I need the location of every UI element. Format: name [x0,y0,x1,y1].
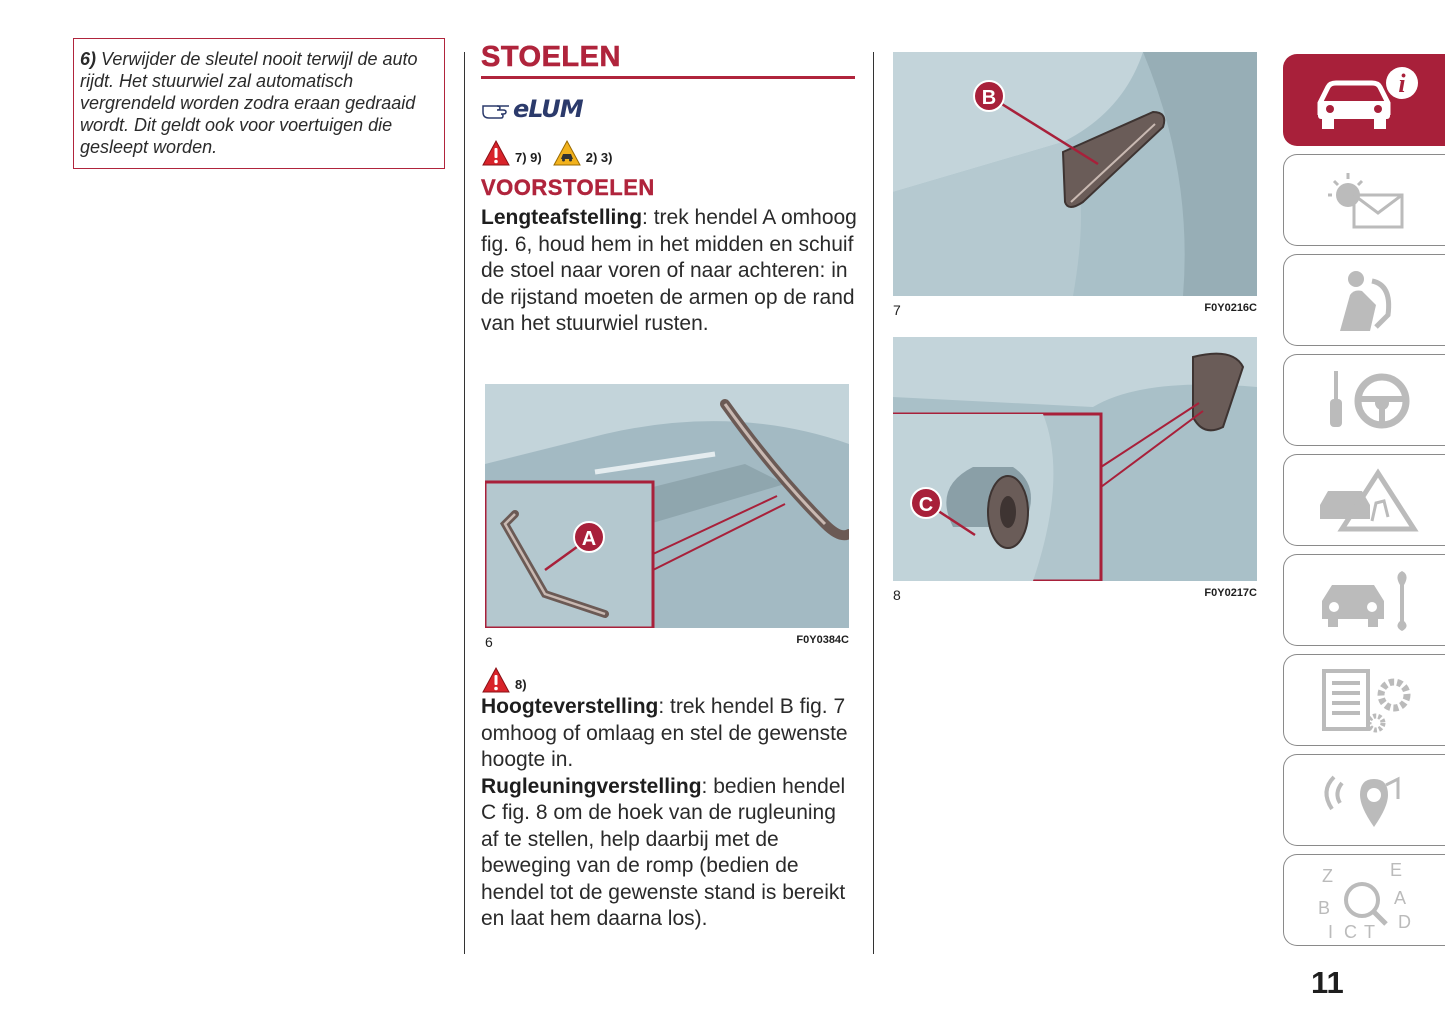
warning-lights-icon [1310,165,1420,235]
text-length: : trek hendel A omhoog fig. 6, houd hem in het midden en schuif de stoel naar voren of naar achteren: in de rijstand moeten de armen op de rand van het stuurwiel rusten. [481,206,857,335]
warning-refs-2 [481,666,857,694]
seats-section [481,40,857,338]
callout-c: C [918,494,934,516]
term-length: Lengteafstelling [481,206,643,229]
figure-7-number: 7 [893,302,901,318]
callout-a: A [581,528,597,550]
svg-text:C: C [1343,922,1357,940]
svg-text:I: I [1327,922,1333,940]
danger-refs-2: 8) [515,677,527,692]
figure-6 [485,384,849,650]
term-height: Hoogteverstelling [481,695,659,718]
svg-text:i: i [1397,69,1406,98]
figure-7-image [893,52,1257,296]
paragraph-length-adjust [481,205,857,338]
logo-text: eLUM [513,95,583,123]
tab-safety[interactable] [1283,254,1445,346]
technical-data-icon [1310,665,1420,735]
text-height: : trek hendel B fig. 7 omhoog of omlaag en stel de gewenste hoogte in. [481,695,848,771]
page-number: 11 [1311,965,1344,1000]
emergency-icon [1310,465,1420,535]
svg-text:D: D [1397,912,1411,932]
figure-8 [893,337,1257,603]
figure-8-image [893,337,1257,581]
column-divider-1 [464,52,465,954]
tab-emergency[interactable] [1283,454,1445,546]
version-logo [481,93,857,125]
figure-6-code: F0Y0384C [796,634,849,646]
safety-note [73,38,445,169]
section-title: STOELEN [481,41,621,73]
danger-icon [481,139,511,167]
warning-refs [481,135,857,167]
figure-7-caption [893,302,1257,318]
height-and-backrest [481,666,857,933]
text-backrest: : bedien hendel C fig. 8 om de hoek van de rugleuning af te stellen, help daarbij met de beweging van de romp (bedien de hendel tot de gewenste stand is bereikt en laat hem daarna los). [481,774,846,930]
figure-7-code: F0Y0216C [1204,302,1257,314]
pointing-hand-icon [481,98,511,120]
svg-text:T: T [1363,922,1375,940]
term-backrest: Rugleuningverstelling [481,774,702,798]
figure-8-code: F0Y0217C [1204,587,1257,599]
figure-8-number: 8 [893,587,901,603]
figure-6-caption [485,634,849,650]
callout-b: B [981,87,997,109]
tab-technical-data[interactable] [1283,654,1445,746]
key-steering-icon [1310,365,1420,435]
svg-text:E: E [1389,860,1402,880]
caution-icon [552,139,582,167]
paragraph-backrest-adjust [481,774,857,933]
tab-index[interactable] [1283,854,1445,946]
figure-6-number: 6 [485,634,493,650]
paragraph-height-adjust [481,694,857,774]
note-text: Verwijder de sleutel nooit terwijl de auto rijdt. Het stuurwiel zal automatisch vergrendeld worden zodra eraan gedraaid wordt. Dit geldt ook voor voertuigen die gesleept worden. [80,49,418,157]
tab-starting[interactable] [1283,354,1445,446]
tab-maintenance[interactable] [1283,554,1445,646]
danger-refs: 7) 9) [515,150,542,165]
column-divider-2 [873,52,874,954]
tab-multimedia[interactable] [1283,754,1445,846]
svg-text:A: A [1393,888,1406,908]
car-info-icon [1310,65,1420,135]
subsection-title: VOORSTOELEN [481,175,655,200]
danger-icon [481,666,511,694]
figure-8-caption [893,587,1257,603]
safety-airbag-icon [1310,265,1420,335]
tab-warning-lights[interactable] [1283,154,1445,246]
tab-car-info[interactable] [1283,54,1445,146]
index-icon [1310,860,1420,940]
figure-7 [893,52,1257,318]
car-maintenance-icon [1310,565,1420,635]
figure-6-image [485,384,849,628]
svg-text:B: B [1317,898,1330,918]
multimedia-icon [1310,765,1420,835]
note-number: 6) [80,49,97,69]
caution-refs: 2) 3) [585,150,613,165]
svg-text:Z: Z [1321,866,1333,886]
title-rule [481,76,855,79]
